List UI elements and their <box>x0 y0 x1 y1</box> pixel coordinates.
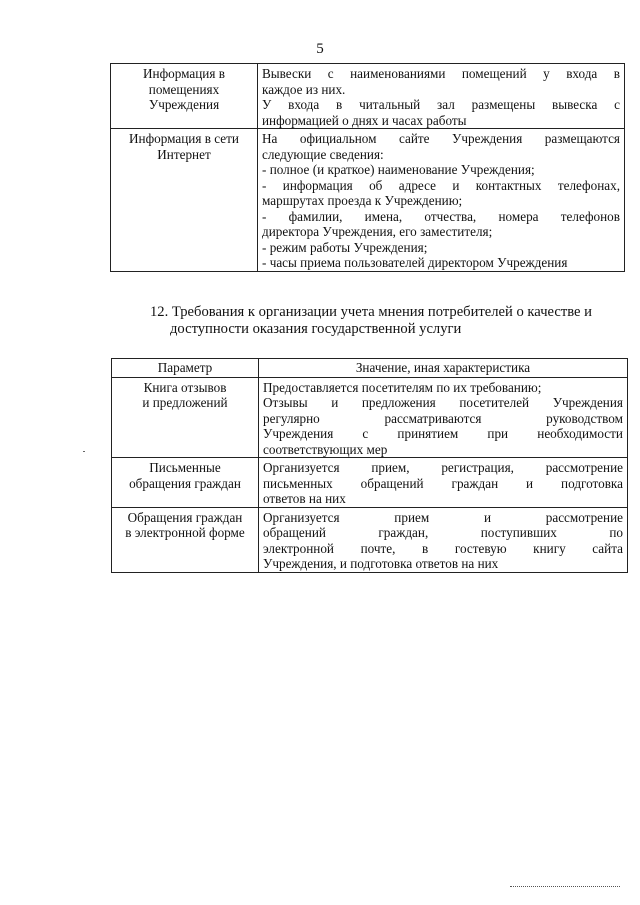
value-cell <box>258 129 625 272</box>
value-line: маршрутах проезда к Учреждению; <box>262 193 463 208</box>
value-cell <box>259 507 628 572</box>
parameter-cell <box>111 64 258 129</box>
section-12-heading <box>150 304 620 338</box>
parameter-cell <box>112 458 259 508</box>
feedback-requirements-table <box>111 358 628 573</box>
parameter-line: Информация в сети <box>129 131 239 146</box>
header-parameter: Параметр <box>112 359 259 378</box>
header-value: Значение, иная характеристика <box>259 359 628 378</box>
value-line: регулярно рассматриваются руководством <box>263 410 623 426</box>
parameter-line: обращения граждан <box>129 475 241 491</box>
parameter-line: Интернет <box>157 146 211 162</box>
margin-mark <box>83 451 85 452</box>
parameter-line: Учреждения <box>148 97 220 112</box>
parameter-line: помещениях <box>148 81 220 97</box>
value-line: соответствующих мер <box>263 441 388 457</box>
parameter-cell <box>112 507 259 572</box>
parameter-line: Обращения граждан <box>127 509 243 525</box>
value-line: - информация об адресе и контактных телефонах, <box>262 177 620 193</box>
parameter-line: Информация в <box>143 66 225 81</box>
page-number: 5 <box>316 41 324 57</box>
table-row <box>111 129 625 272</box>
value-line: - часы приема пользователей директором Учреждения <box>262 255 568 270</box>
value-cell <box>259 377 628 458</box>
table-header-row <box>112 359 628 378</box>
value-cell <box>259 458 628 508</box>
value-line: Учреждения, и подготовка ответов на них <box>263 556 499 571</box>
value-line: Отзывы и предложения посетителей Учреждения <box>263 395 623 410</box>
table-row <box>111 64 625 129</box>
value-line: информацией о днях и часах работы <box>262 112 467 128</box>
value-line: Организуется прием, регистрация, рассмотрение <box>263 460 623 475</box>
table-row <box>112 507 628 572</box>
value-line: - полное (и краткое) наименование Учреждения; <box>262 162 535 177</box>
value-line: Учреждения с принятием при необходимости <box>263 426 623 441</box>
value-line: Организуется прием и рассмотрение <box>263 509 623 525</box>
parameter-line: Письменные <box>149 460 221 475</box>
section-12-heading-line2: доступности оказания государственной услуги <box>170 321 462 337</box>
table-row <box>112 458 628 508</box>
value-line: следующие сведения: <box>262 146 384 162</box>
value-line: - фамилии, имена, отчества, номера телефонов <box>262 208 620 224</box>
signature-line <box>510 886 620 887</box>
value-line: ответов на них <box>263 491 346 506</box>
parameter-line: в электронной форме <box>125 525 245 540</box>
value-line: Предоставляется посетителям по их требованию; <box>263 379 542 395</box>
value-cell <box>258 64 625 129</box>
value-line: На официальном сайте Учреждения размещаются <box>262 131 620 146</box>
value-line: У входа в читальный зал размещены вывеска с <box>262 97 620 112</box>
parameter-cell <box>112 377 259 458</box>
value-line: каждое из них. <box>262 81 346 97</box>
parameter-line: и предложений <box>142 395 228 410</box>
value-line: директора Учреждения, его заместителя; <box>262 224 493 239</box>
parameter-cell <box>111 129 258 272</box>
value-line: - режим работы Учреждения; <box>262 239 428 255</box>
info-placement-table <box>110 63 625 272</box>
section-12-heading-line1: 12. Требования к организации учета мнения потребителей о качестве и <box>150 304 592 320</box>
value-line: Вывески с наименованиями помещений у входа в <box>262 66 620 81</box>
value-line: обращений граждан, поступивших по <box>263 525 623 540</box>
value-line: письменных обращений граждан и подготовка <box>263 475 623 491</box>
parameter-line: Книга отзывов <box>143 379 227 395</box>
table-row <box>112 377 628 458</box>
value-line: электронной почте, в гостевую книгу сайта <box>263 540 623 556</box>
